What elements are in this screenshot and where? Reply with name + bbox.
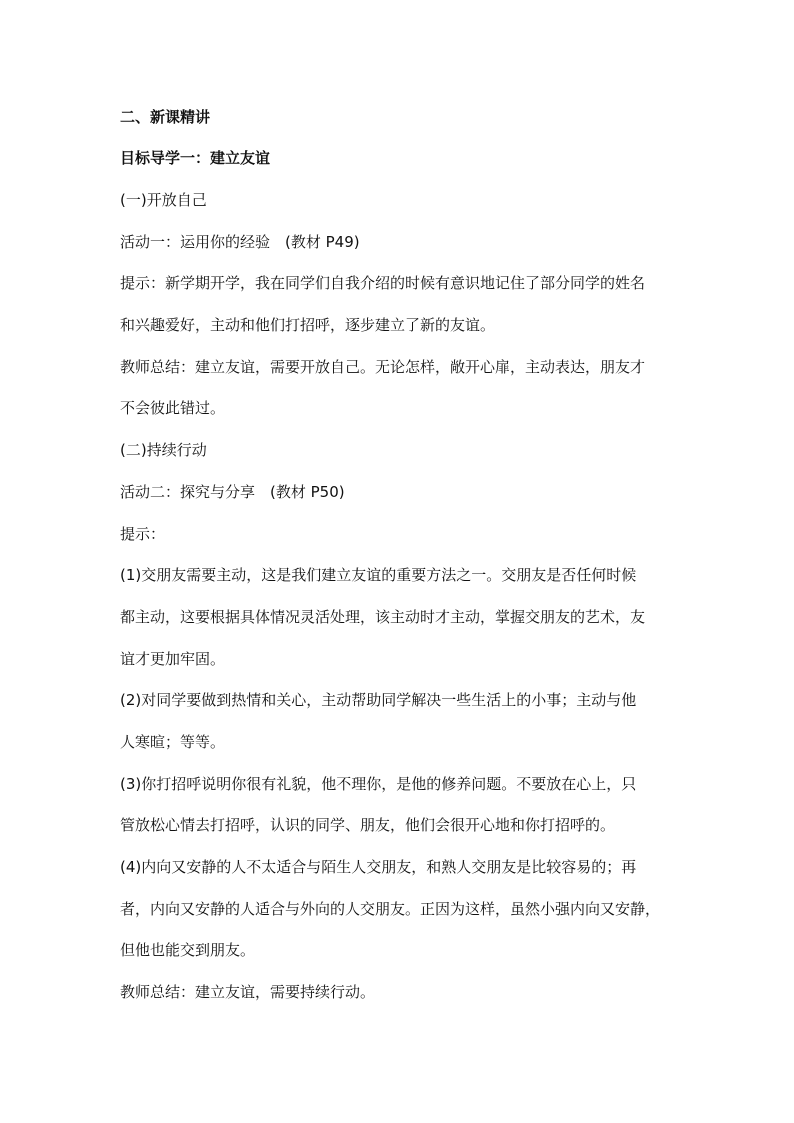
goal-heading: 目标导学一：建立友谊 [120,149,271,167]
part2-title: (二)持续行动 [120,441,207,459]
part2-hint-label: 提示： [120,525,166,543]
item-3-line: (3)你打招呼说明你很有礼貌，他不理你，是他的修养问题。不要放在心上，只 [120,775,637,793]
part1-title: (一)开放自己 [120,191,207,209]
part1-summary-line: 教师总结：建立友谊，需要开放自己。无论怎样，敞开心扉，主动表达，朋友才 [120,358,646,376]
item-1-line: 都主动，这要根据具体情况灵活处理，该主动时才主动，掌握交朋友的艺术，友 [120,608,646,626]
part1-activity: 活动一：运用你的经验 (教材 P49) [120,233,360,251]
item-2-line: 人寒暄；等等。 [120,733,226,751]
item-4-line: (4)内向又安静的人不太适合与陌生人交朋友，和熟人交朋友是比较容易的；再 [120,858,637,876]
item-1-line: 谊才更加牢固。 [120,650,226,668]
section-heading: 二、新课精讲 [120,108,211,126]
item-2-line: (2)对同学要做到热情和关心，主动帮助同学解决一些生活上的小事；主动与他 [120,691,637,709]
part2-activity: 活动二：探究与分享 (教材 P50) [120,483,345,501]
item-4-line: 但他也能交到朋友。 [120,941,256,959]
part2-summary: 教师总结：建立友谊，需要持续行动。 [120,983,376,1001]
item-4-line: 者，内向又安静的人适合与外向的人交朋友。正因为这样，虽然小强内向又安静， [120,900,661,918]
item-1-line: (1)交朋友需要主动，这是我们建立友谊的重要方法之一。交朋友是否任何时候 [120,566,637,584]
part1-hint-line: 提示：新学期开学，我在同学们自我介绍的时候有意识地记住了部分同学的姓名 [120,274,646,292]
part1-hint-line: 和兴趣爱好，主动和他们打招呼，逐步建立了新的友谊。 [120,316,496,334]
part1-summary-line: 不会彼此错过。 [120,399,226,417]
item-3-line: 管放松心情去打招呼，认识的同学、朋友，他们会很开心地和你打招呼的。 [120,816,616,834]
